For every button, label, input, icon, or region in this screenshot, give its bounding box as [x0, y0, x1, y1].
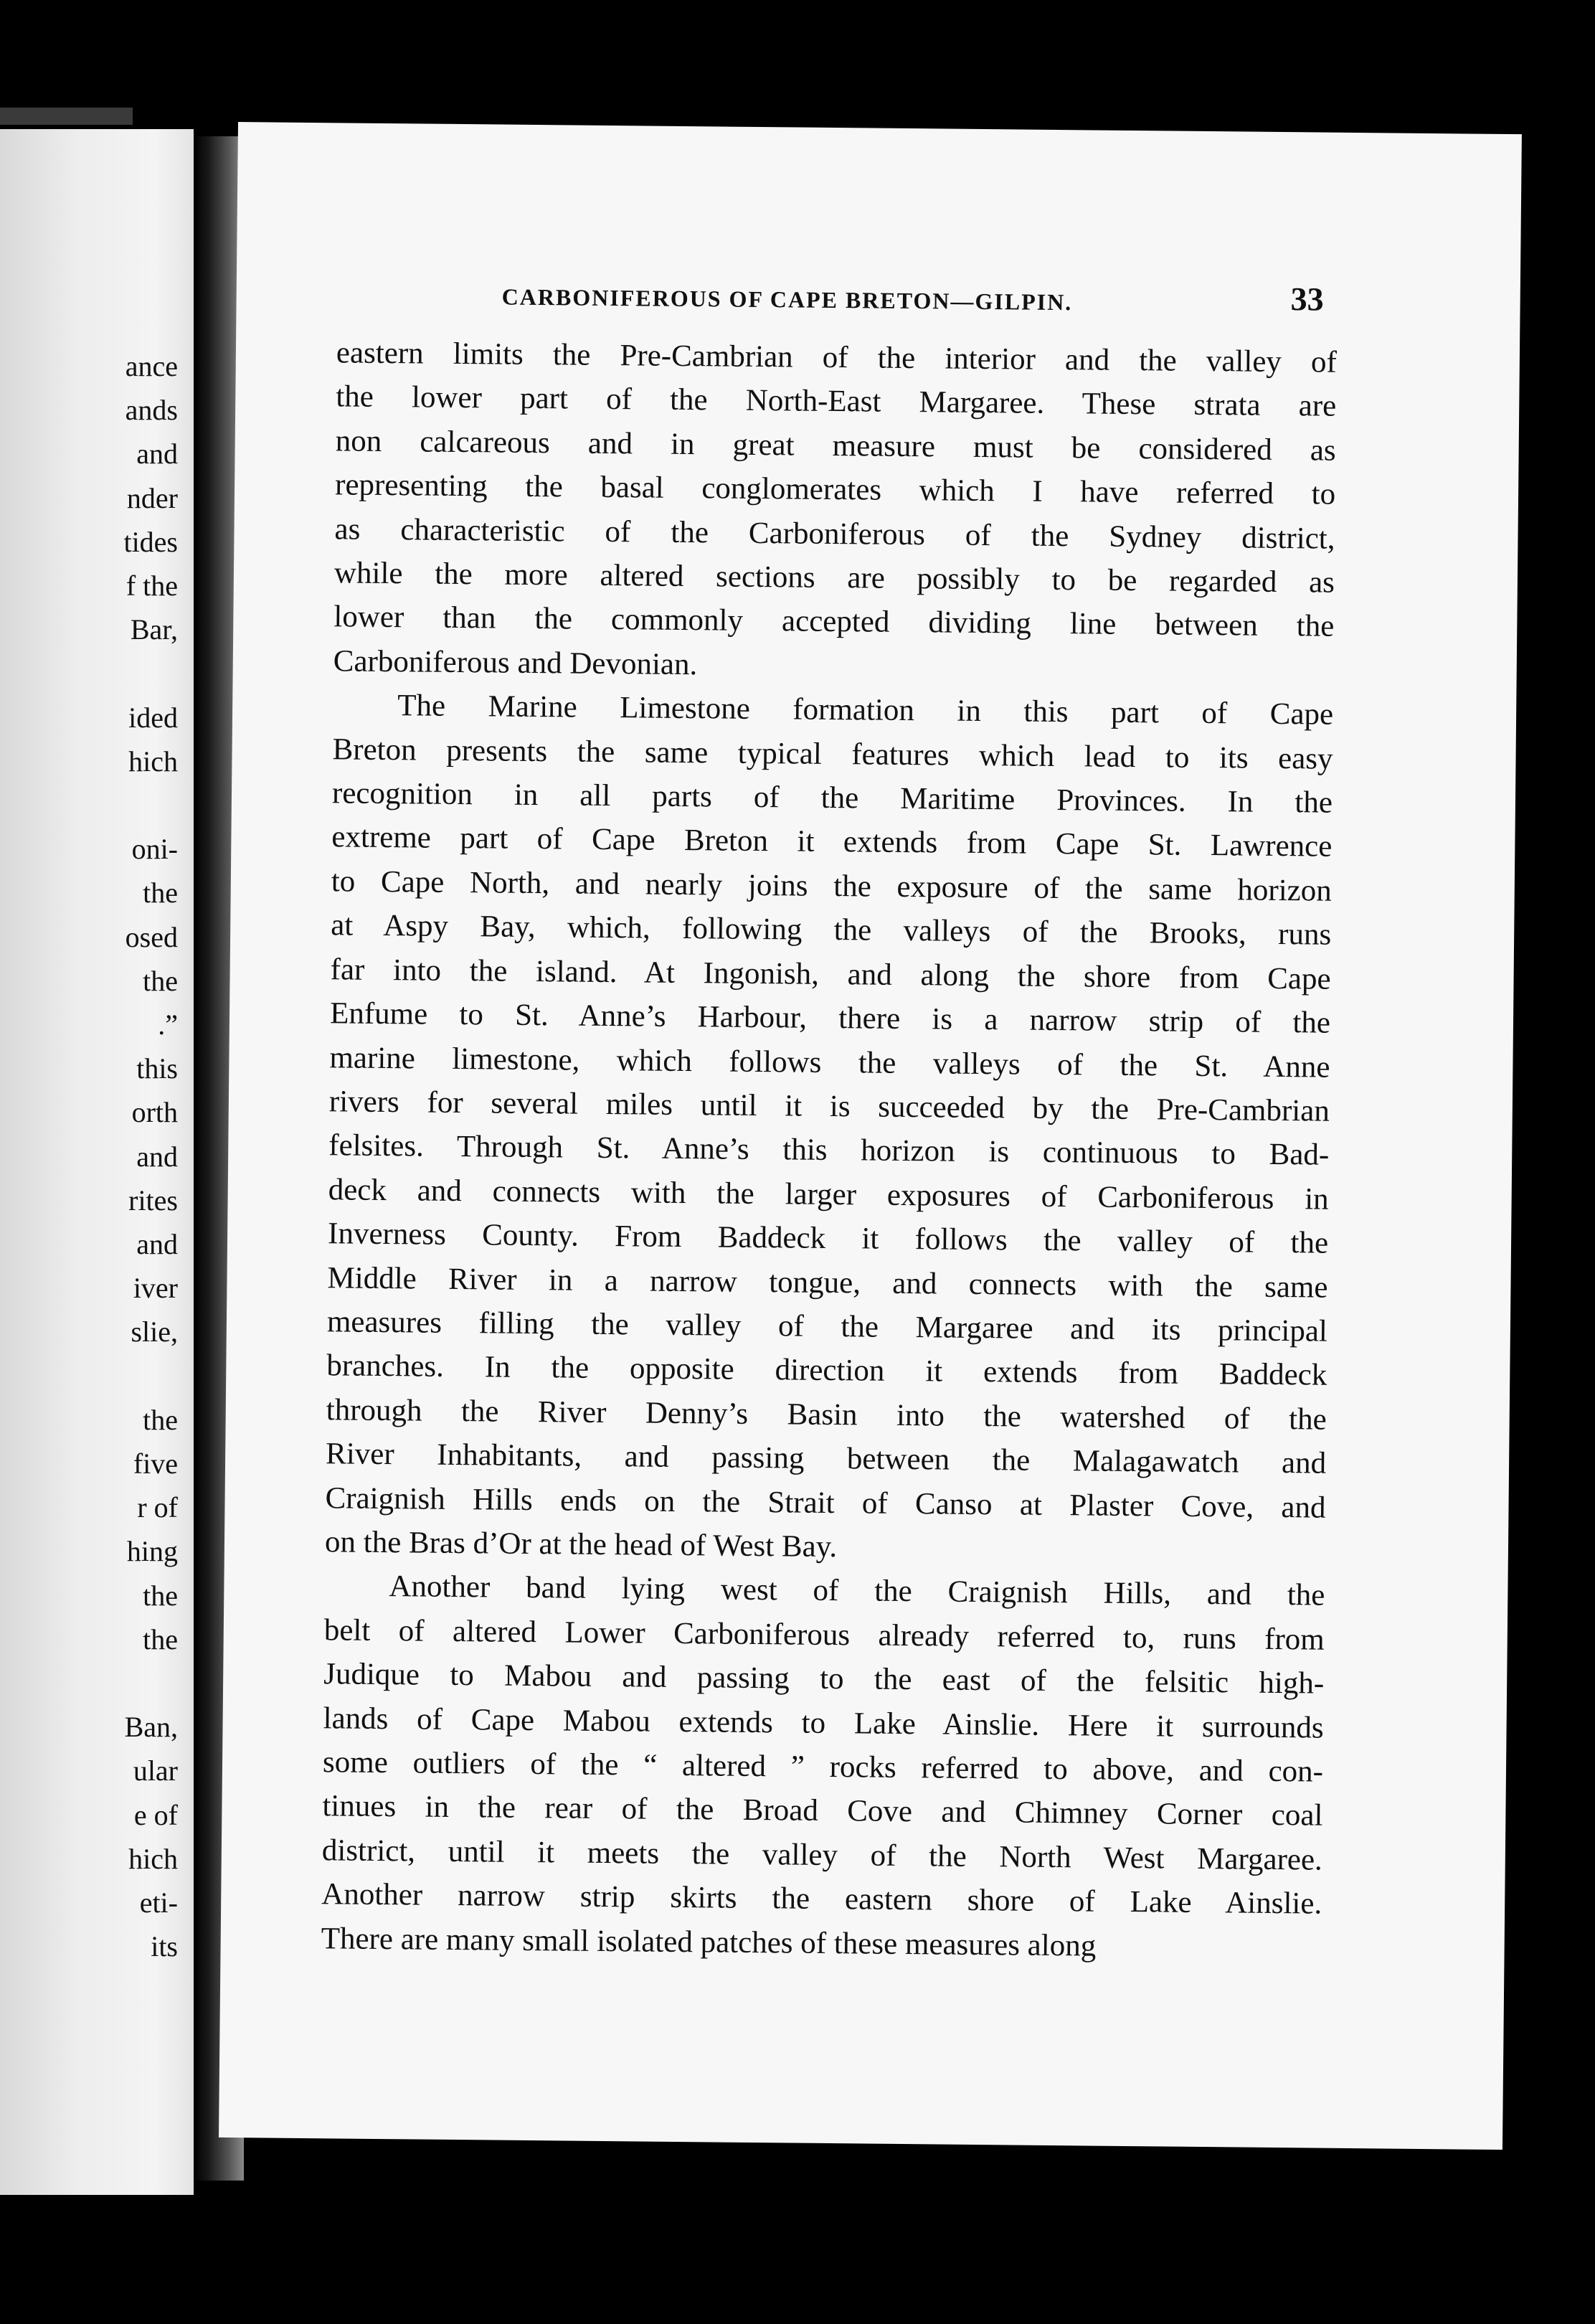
previous-page-line-fragment: eti- — [139, 1886, 178, 1919]
text-line: the lower part of the North-East Margaree. These strata are — [336, 379, 1337, 424]
text-line: Another band lying west of the Craignish Hills, and the — [389, 1569, 1325, 1613]
text-line: Another narrow strip skirts the eastern shore of Lake Ainslie. — [321, 1877, 1322, 1921]
previous-page-line-fragment: r of — [137, 1491, 178, 1524]
text-line: as characteristic of the Carboniferous of the Sydney district, — [334, 511, 1335, 556]
previous-page-line-fragment: ular — [133, 1754, 178, 1787]
previous-page-line-fragment: e of — [133, 1798, 178, 1831]
page — [219, 122, 1522, 2150]
text-line: belt of altered Lower Carboniferous already referred to, runs from — [323, 1613, 1325, 1657]
previous-page-line-fragment: ands — [125, 394, 178, 427]
previous-page-line-fragment: ance — [125, 350, 178, 382]
paragraph — [325, 684, 1334, 1574]
text-line: branches. In the opposite direction it extends from Baddeck — [326, 1348, 1327, 1392]
running-head: CARBONIFEROUS OF CAPE BRETON—GILPIN. — [501, 283, 1073, 316]
text-line: Inverness County. From Baddeck it follows the valley of the — [327, 1217, 1329, 1260]
text-line: Enfume to St. Anne’s Harbour, there is a narrow strip of the — [329, 996, 1331, 1040]
text-line: representing the basal conglomerates which I have referred to — [334, 468, 1336, 511]
text-line: measures filling the valley of the Margaree and its principal — [326, 1305, 1328, 1348]
previous-page-line-fragment: the — [143, 877, 178, 910]
text-line: while the more altered sections are possibly to be regarded as — [333, 556, 1335, 600]
text-line: marine limestone, which follows the valleys of the St. Anne — [329, 1040, 1330, 1085]
text-line: non calcareous and in great measure must be considered as — [335, 424, 1336, 468]
text-line: tinues in the rear of the Broad Cove and Chimney Corner coal — [322, 1789, 1323, 1833]
previous-page-line-fragment: five — [133, 1447, 178, 1480]
previous-page-line-fragment: hich — [128, 745, 178, 778]
text-line: through the River Denny’s Basin into the watershed of the — [326, 1393, 1327, 1437]
previous-page-line-fragment: the — [143, 964, 178, 997]
text-line: some outliers of the “ altered ” rocks referred to above, and con- — [322, 1745, 1324, 1789]
previous-page-line-fragment: iver — [133, 1272, 178, 1305]
text-line: felsites. Through St. Anne’s this horizon is continuous to Bad- — [328, 1128, 1330, 1172]
text-line: district, until it meets the valley of the North West Margaree. — [321, 1833, 1323, 1877]
text-line: deck and connects with the larger exposures of Carboniferous in — [328, 1172, 1329, 1217]
previous-page-line-fragment: nder — [126, 481, 178, 514]
paragraph — [333, 331, 1337, 693]
text-line: River Inhabitants, and passing between the Malagawatch and — [325, 1437, 1327, 1480]
text-line: rivers for several miles until it is succeeded by the Pre-Cambrian — [328, 1085, 1330, 1128]
previous-page — [0, 129, 194, 2195]
previous-page-line-fragment: orth — [131, 1096, 178, 1129]
previous-page-edge — [0, 108, 133, 125]
text-line: Middle River in a narrow tongue, and connects with the same — [327, 1260, 1328, 1305]
previous-page-line-fragment: slie, — [131, 1315, 178, 1348]
previous-page-line-fragment: the — [143, 1403, 178, 1436]
body-text — [321, 331, 1337, 1970]
previous-page-line-fragment: its — [151, 1930, 178, 1963]
previous-page-line-fragment: and — [136, 438, 178, 471]
previous-page-line-fragment: and — [136, 1228, 178, 1260]
previous-page-line-fragment: oni- — [131, 833, 178, 866]
previous-page-line-fragment: f the — [126, 570, 178, 602]
text-line: at Aspy Bay, which, following the valleys of the Brooks, runs — [331, 908, 1332, 952]
text-line: Carboniferous and Devonian. — [333, 644, 698, 682]
page-number: 33 — [1290, 280, 1324, 318]
text-line: lands of Cape Mabou extends to Lake Ainslie. Here it surrounds — [323, 1701, 1324, 1745]
previous-page-line-fragment: tides — [123, 525, 178, 558]
previous-page-line-fragment: the — [143, 1579, 178, 1612]
text-line: extreme part of Cape Breton it extends from Cape St. Lawrence — [331, 820, 1333, 864]
previous-page-line-fragment: hing — [126, 1535, 178, 1568]
text-line: recognition in all parts of the Maritime Provinces. In the — [331, 776, 1333, 820]
previous-page-line-fragment: rites — [128, 1184, 178, 1217]
previous-page-line-fragment: the — [143, 1622, 178, 1655]
text-line: Judique to Mabou and passing to the east of the felsitic high- — [323, 1657, 1325, 1701]
text-line: The Marine Limestone formation in this part of Cape — [397, 689, 1334, 732]
text-line: far into the island. At Ingonish, and along the shore from Cape — [330, 952, 1331, 996]
text-line: eastern limits the Pre-Cambrian of the interior and the valley of — [336, 336, 1338, 379]
previous-page-line-fragment: and — [136, 1140, 178, 1173]
text-line: lower than the commonly accepted dividing line between the — [333, 600, 1335, 644]
paragraph — [321, 1564, 1325, 1970]
text-line: Breton presents the same typical features which lead to its easy — [332, 732, 1333, 776]
previous-page-line-fragment: osed — [125, 920, 178, 953]
previous-page-line-fragment: Ban, — [124, 1711, 178, 1744]
previous-page-line-fragment: this — [136, 1052, 178, 1085]
text-line: on the Bras d’Or at the head of West Bay. — [324, 1525, 838, 1564]
text-line: There are many small isolated patches of these measures along — [321, 1921, 1097, 1963]
previous-page-line-fragment: hich — [128, 1842, 178, 1875]
text-line: Craignish Hills ends on the Strait of Canso at Plaster Cove, and — [325, 1480, 1326, 1525]
previous-page-line-fragment: Bar, — [130, 613, 178, 646]
previous-page-line-fragment: .” — [158, 1009, 178, 1041]
previous-page-line-fragment: ided — [128, 701, 178, 734]
text-line: to Cape North, and nearly joins the exposure of the same horizon — [331, 864, 1333, 908]
